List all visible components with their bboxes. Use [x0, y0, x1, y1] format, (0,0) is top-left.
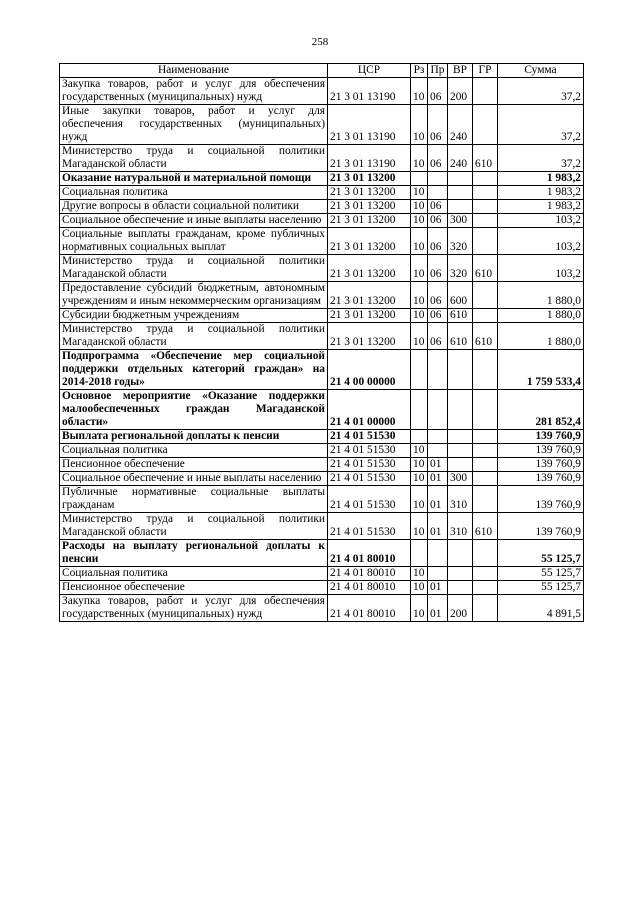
cell-name: Социальное обеспечение и иные выплаты населению	[60, 214, 328, 228]
cell-vr: 310	[448, 486, 473, 513]
cell-rz: 10	[411, 228, 428, 255]
cell-pr	[428, 430, 448, 444]
cell-vr: 300	[448, 472, 473, 486]
cell-pr	[428, 567, 448, 581]
cell-sum: 4 891,5	[498, 595, 584, 622]
cell-csr: 21 4 01 80010	[328, 581, 411, 595]
table-row	[60, 390, 584, 430]
cell-pr: 01	[428, 581, 448, 595]
cell-sum: 139 760,9	[498, 486, 584, 513]
cell-name: Пенсионное обеспечение	[60, 581, 328, 595]
cell-pr: 06	[428, 78, 448, 105]
cell-pr	[428, 172, 448, 186]
cell-gr	[473, 390, 498, 430]
cell-sum: 103,2	[498, 228, 584, 255]
cell-vr: 320	[448, 255, 473, 282]
cell-gr: 610	[473, 255, 498, 282]
cell-rz: 10	[411, 323, 428, 350]
cell-csr: 21 4 01 80010	[328, 540, 411, 567]
cell-pr: 06	[428, 309, 448, 323]
cell-csr: 21 3 01 13200	[328, 309, 411, 323]
header-name: Наименование	[60, 64, 328, 78]
cell-name: Министерство труда и социальной политики Магаданской области	[60, 323, 328, 350]
cell-sum: 37,2	[498, 105, 584, 145]
cell-gr	[473, 581, 498, 595]
cell-csr: 21 4 01 00000	[328, 390, 411, 430]
cell-sum: 139 760,9	[498, 513, 584, 540]
cell-sum: 1 983,2	[498, 172, 584, 186]
cell-gr: 610	[473, 513, 498, 540]
table-row	[60, 486, 584, 513]
table-row	[60, 255, 584, 282]
table-row	[60, 458, 584, 472]
cell-gr: 610	[473, 145, 498, 172]
cell-gr	[473, 472, 498, 486]
cell-rz: 10	[411, 186, 428, 200]
table-row	[60, 214, 584, 228]
cell-csr: 21 4 01 51530	[328, 486, 411, 513]
cell-name: Социальное обеспечение и иные выплаты населению	[60, 472, 328, 486]
cell-name: Выплата региональной доплаты к пенсии	[60, 430, 328, 444]
cell-pr: 06	[428, 105, 448, 145]
table-row	[60, 350, 584, 390]
cell-gr	[473, 200, 498, 214]
cell-csr: 21 4 01 51530	[328, 444, 411, 458]
cell-pr: 06	[428, 145, 448, 172]
cell-csr: 21 3 01 13190	[328, 78, 411, 105]
budget-table	[59, 63, 584, 622]
table-row	[60, 145, 584, 172]
cell-csr: 21 3 01 13200	[328, 282, 411, 309]
cell-csr: 21 3 01 13200	[328, 255, 411, 282]
cell-pr: 06	[428, 214, 448, 228]
cell-sum: 1 983,2	[498, 186, 584, 200]
cell-gr	[473, 214, 498, 228]
header-csr: ЦСР	[328, 64, 411, 78]
cell-pr	[428, 350, 448, 390]
cell-vr	[448, 200, 473, 214]
cell-csr: 21 4 01 80010	[328, 567, 411, 581]
table-row	[60, 595, 584, 622]
cell-gr	[473, 595, 498, 622]
cell-pr: 06	[428, 200, 448, 214]
cell-sum: 139 760,9	[498, 430, 584, 444]
cell-name: Социальная политика	[60, 444, 328, 458]
table-row	[60, 540, 584, 567]
cell-vr	[448, 390, 473, 430]
cell-gr	[473, 486, 498, 513]
cell-name: Основное мероприятие «Оказание поддержки малообеспеченных граждан Магаданской области»	[60, 390, 328, 430]
cell-rz: 10	[411, 444, 428, 458]
cell-vr	[448, 430, 473, 444]
cell-vr: 610	[448, 323, 473, 350]
header-gr: ГР	[473, 64, 498, 78]
cell-csr: 21 3 01 13200	[328, 186, 411, 200]
cell-gr	[473, 186, 498, 200]
cell-csr: 21 3 01 13200	[328, 200, 411, 214]
cell-rz: 10	[411, 513, 428, 540]
table-row	[60, 430, 584, 444]
cell-pr: 01	[428, 472, 448, 486]
cell-rz	[411, 430, 428, 444]
cell-vr: 320	[448, 228, 473, 255]
cell-csr: 21 3 01 13190	[328, 105, 411, 145]
cell-csr: 21 4 01 51530	[328, 430, 411, 444]
cell-pr: 01	[428, 513, 448, 540]
cell-name: Предоставление субсидий бюджетным, автономным учреждениям и иным некоммерческим организациям	[60, 282, 328, 309]
cell-gr	[473, 282, 498, 309]
cell-csr: 21 3 01 13200	[328, 172, 411, 186]
table-row	[60, 472, 584, 486]
cell-sum: 55 125,7	[498, 567, 584, 581]
header-vr: ВР	[448, 64, 473, 78]
cell-name: Публичные нормативные социальные выплаты гражданам	[60, 486, 328, 513]
cell-sum: 55 125,7	[498, 581, 584, 595]
cell-sum: 1 983,2	[498, 200, 584, 214]
cell-name: Закупка товаров, работ и услуг для обеспечения государственных (муниципальных) нужд	[60, 595, 328, 622]
cell-name: Социальные выплаты гражданам, кроме публичных нормативных социальных выплат	[60, 228, 328, 255]
cell-rz: 10	[411, 581, 428, 595]
cell-vr	[448, 444, 473, 458]
cell-csr: 21 3 01 13200	[328, 323, 411, 350]
cell-pr: 06	[428, 228, 448, 255]
table-row	[60, 581, 584, 595]
cell-sum: 103,2	[498, 255, 584, 282]
cell-sum: 139 760,9	[498, 444, 584, 458]
cell-pr: 06	[428, 282, 448, 309]
cell-csr: 21 4 00 00000	[328, 350, 411, 390]
cell-gr	[473, 350, 498, 390]
table-row	[60, 444, 584, 458]
table-row	[60, 172, 584, 186]
cell-name: Субсидии бюджетным учреждениям	[60, 309, 328, 323]
cell-csr: 21 3 01 13190	[328, 145, 411, 172]
cell-rz: 10	[411, 214, 428, 228]
cell-name: Подпрограмма «Обеспечение мер социальной поддержки отдельных категорий граждан» на 2014-2018 годы»	[60, 350, 328, 390]
cell-rz: 10	[411, 309, 428, 323]
table-row	[60, 186, 584, 200]
cell-sum: 1 759 533,4	[498, 350, 584, 390]
cell-vr: 600	[448, 282, 473, 309]
cell-rz: 10	[411, 145, 428, 172]
cell-vr: 240	[448, 105, 473, 145]
cell-rz	[411, 350, 428, 390]
cell-name: Социальная политика	[60, 567, 328, 581]
cell-pr: 06	[428, 255, 448, 282]
table-row	[60, 200, 584, 214]
page-number: 258	[311, 36, 329, 48]
cell-name: Расходы на выплату региональной доплаты к пенсии	[60, 540, 328, 567]
cell-vr: 240	[448, 145, 473, 172]
cell-csr: 21 3 01 13200	[328, 228, 411, 255]
cell-csr: 21 4 01 51530	[328, 513, 411, 540]
cell-vr: 610	[448, 309, 473, 323]
cell-gr	[473, 567, 498, 581]
cell-gr	[473, 444, 498, 458]
cell-pr: 01	[428, 595, 448, 622]
cell-rz: 10	[411, 255, 428, 282]
table-body	[60, 78, 584, 622]
cell-name: Пенсионное обеспечение	[60, 458, 328, 472]
cell-vr: 200	[448, 78, 473, 105]
cell-vr	[448, 172, 473, 186]
cell-sum: 1 880,0	[498, 309, 584, 323]
cell-rz: 10	[411, 200, 428, 214]
cell-sum: 37,2	[498, 78, 584, 105]
cell-name: Иные закупки товаров, работ и услуг для обеспечения государственных (муниципальных) нужд	[60, 105, 328, 145]
cell-csr: 21 3 01 13200	[328, 214, 411, 228]
cell-vr: 200	[448, 595, 473, 622]
cell-vr: 300	[448, 214, 473, 228]
table-row	[60, 78, 584, 105]
cell-rz	[411, 390, 428, 430]
cell-vr	[448, 567, 473, 581]
cell-csr: 21 4 01 80010	[328, 595, 411, 622]
cell-name: Другие вопросы в области социальной политики	[60, 200, 328, 214]
cell-csr: 21 4 01 51530	[328, 472, 411, 486]
cell-name: Закупка товаров, работ и услуг для обеспечения государственных (муниципальных) нужд	[60, 78, 328, 105]
header-sum: Сумма	[498, 64, 584, 78]
cell-gr: 610	[473, 323, 498, 350]
table-row	[60, 309, 584, 323]
table-row	[60, 567, 584, 581]
cell-pr: 01	[428, 486, 448, 513]
cell-vr	[448, 540, 473, 567]
cell-rz: 10	[411, 78, 428, 105]
cell-gr	[473, 228, 498, 255]
cell-vr	[448, 350, 473, 390]
cell-vr	[448, 581, 473, 595]
header-pr: Пр	[428, 64, 448, 78]
cell-rz: 10	[411, 472, 428, 486]
cell-sum: 55 125,7	[498, 540, 584, 567]
cell-name: Министерство труда и социальной политики Магаданской области	[60, 145, 328, 172]
table-row	[60, 105, 584, 145]
cell-pr: 01	[428, 458, 448, 472]
cell-gr	[473, 172, 498, 186]
cell-vr	[448, 458, 473, 472]
cell-gr	[473, 540, 498, 567]
cell-rz: 10	[411, 595, 428, 622]
cell-rz: 10	[411, 105, 428, 145]
cell-sum: 139 760,9	[498, 472, 584, 486]
cell-rz: 10	[411, 486, 428, 513]
cell-sum: 103,2	[498, 214, 584, 228]
cell-pr	[428, 540, 448, 567]
cell-rz: 10	[411, 567, 428, 581]
cell-rz: 10	[411, 282, 428, 309]
cell-gr	[473, 458, 498, 472]
cell-vr: 310	[448, 513, 473, 540]
cell-vr	[448, 186, 473, 200]
cell-gr	[473, 105, 498, 145]
cell-pr	[428, 390, 448, 430]
cell-sum: 281 852,4	[498, 390, 584, 430]
cell-sum: 37,2	[498, 145, 584, 172]
table-header-row	[60, 64, 584, 78]
cell-pr	[428, 444, 448, 458]
cell-gr	[473, 430, 498, 444]
cell-sum: 1 880,0	[498, 323, 584, 350]
cell-sum: 139 760,9	[498, 458, 584, 472]
cell-gr	[473, 78, 498, 105]
cell-csr: 21 4 01 51530	[328, 458, 411, 472]
table-row	[60, 323, 584, 350]
cell-sum: 1 880,0	[498, 282, 584, 309]
cell-name: Социальная политика	[60, 186, 328, 200]
cell-rz	[411, 540, 428, 567]
table-row	[60, 228, 584, 255]
cell-name: Министерство труда и социальной политики Магаданской области	[60, 255, 328, 282]
cell-pr: 06	[428, 323, 448, 350]
cell-rz	[411, 172, 428, 186]
cell-rz: 10	[411, 458, 428, 472]
table-row	[60, 513, 584, 540]
header-rz: Рз	[411, 64, 428, 78]
cell-name: Оказание натуральной и материальной помощи	[60, 172, 328, 186]
table-row	[60, 282, 584, 309]
cell-name: Министерство труда и социальной политики Магаданской области	[60, 513, 328, 540]
cell-gr	[473, 309, 498, 323]
cell-pr	[428, 186, 448, 200]
